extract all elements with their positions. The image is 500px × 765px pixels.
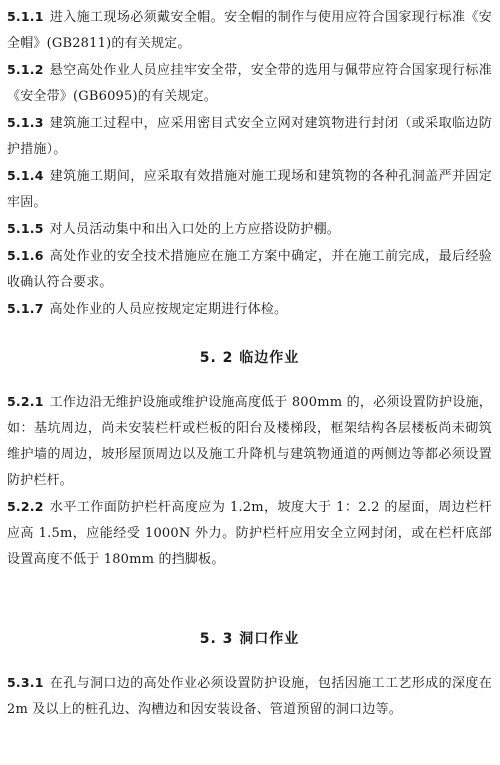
clause-number: 5.1.7 [7, 301, 44, 316]
clause-number: 5.2.1 [7, 394, 44, 409]
section-5-3-list [7, 670, 492, 723]
clause-text: 工作边沿无维护设施或维护设施高度低于 800mm 的，必须设置防护设施，如：基坑周边，尚未安装栏杆或栏板的阳台及楼梯段，框架结构各层楼板尚未砌筑维护墙的周边，坡形屋顶周边以及施工升降机与建筑物通道的两侧边等都必须设置防护栏杆。 [7, 395, 492, 488]
clause-5-3-1 [7, 670, 492, 723]
clause-5-1-7 [7, 296, 492, 323]
clause-5-2-1 [7, 389, 492, 494]
section-heading-5-3: 5. 3 洞口作业 [199, 631, 300, 647]
clause-text: 悬空高处作业人员应挂牢安全带，安全带的选用与佩带应符合国家现行标准《安全带》(GB6095)的有关规定。 [7, 63, 492, 104]
clause-number: 5.1.2 [7, 62, 44, 77]
section-5-2-list [7, 389, 492, 573]
clause-text: 在孔与洞口边的高处作业必须设置防护设施，包括因施工工艺形成的深度在 2m 及以上的桩孔边、沟槽边和因安装设备、管道预留的洞口边等。 [7, 676, 492, 717]
clause-number: 5.1.6 [7, 248, 44, 263]
clause-number: 5.1.3 [7, 115, 44, 130]
clause-text: 建筑施工过程中，应采用密目式安全立网对建筑物进行封闭（或采取临边防护措施）。 [7, 116, 492, 157]
clause-text: 高处作业的安全技术措施应在施工方案中确定，并在施工前完成，最后经验收确认符合要求。 [7, 249, 492, 290]
clause-text: 水平工作面防护栏杆高度应为 1.2m，坡度大于 1：2.2 的屋面，周边栏杆应高 1.5m，应能经受 1000N 外力。防护栏杆应用安全立网封闭，或在栏杆底部设置高度不低于 180mm 的挡脚板。 [7, 500, 492, 567]
clause-5-2-2 [7, 494, 492, 573]
clause-number: 5.1.1 [7, 9, 44, 24]
clause-5-1-3 [7, 110, 492, 163]
clause-text: 高处作业的人员应按规定定期进行体检。 [49, 302, 288, 317]
section-heading-5-2: 5. 2 临边作业 [199, 350, 300, 366]
clause-text: 进入施工现场必须戴安全帽。安全帽的制作与使用应符合国家现行标准《安全帽》(GB2811)的有关规定。 [7, 10, 492, 51]
clause-number: 5.1.5 [7, 221, 44, 236]
clause-5-1-2 [7, 57, 492, 110]
clause-5-1-6 [7, 243, 492, 296]
clause-text: 建筑施工期间，应采取有效措施对施工现场和建筑物的各种孔洞盖严并固定牢固。 [7, 169, 492, 210]
clause-5-1-1 [7, 4, 492, 57]
clause-5-1-4 [7, 163, 492, 216]
section-5-1-list [7, 4, 492, 323]
clause-number: 5.1.4 [7, 168, 44, 183]
clause-number: 5.3.1 [7, 675, 44, 690]
clause-number: 5.2.2 [7, 499, 44, 514]
clause-text: 对人员活动集中和出入口处的上方应搭设防护棚。 [49, 222, 340, 237]
clause-5-1-5 [7, 216, 492, 243]
